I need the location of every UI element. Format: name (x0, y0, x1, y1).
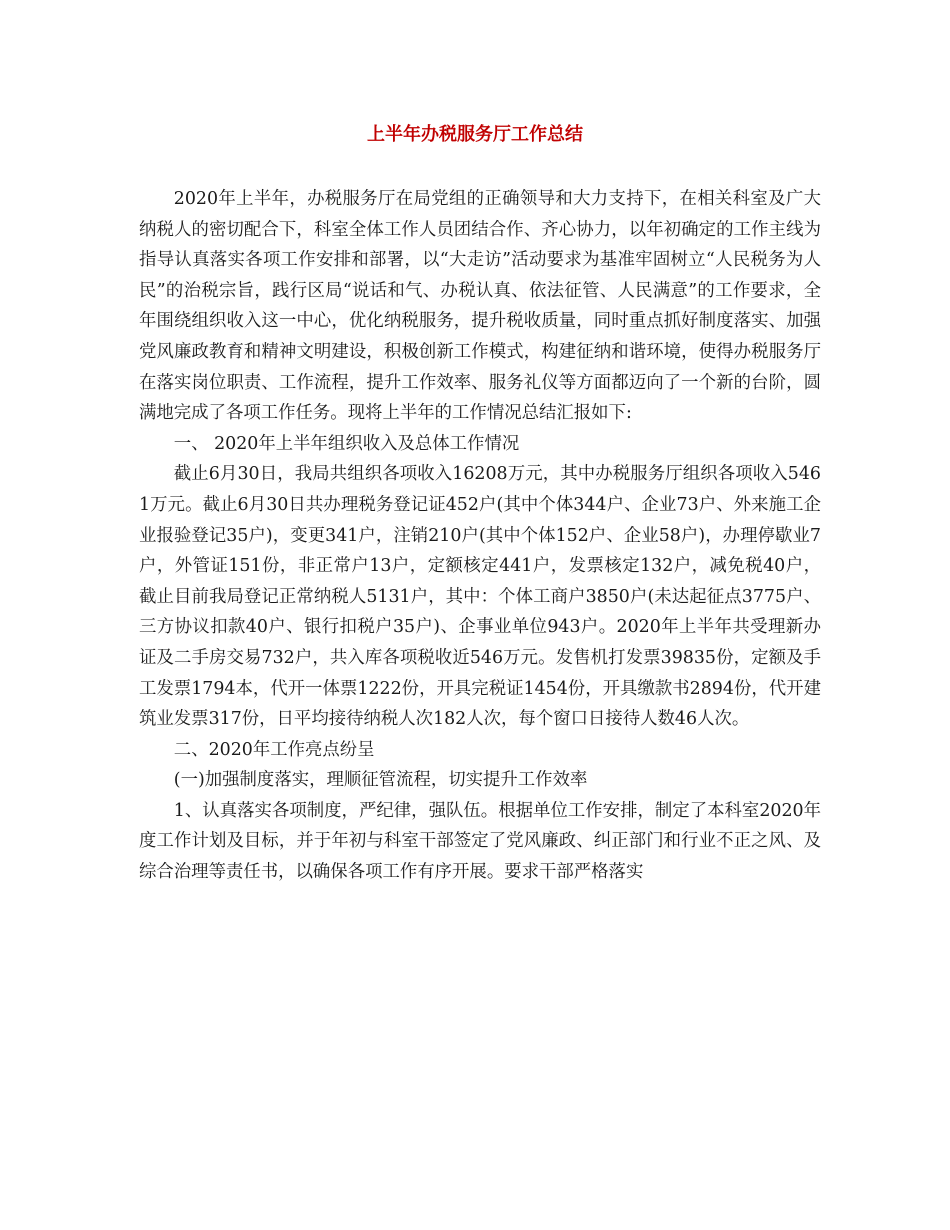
document-title: 上半年办税服务厅工作总结 (367, 124, 583, 145)
document-body (139, 184, 821, 888)
subsection-heading-1: (一)加强制度落实，理顺征管流程，切实提升工作效率 (173, 770, 588, 791)
section-heading-2: 二、2020年工作亮点纷呈 (173, 739, 375, 760)
section-heading-1: 一、 2020年上半年组织收入及总体工作情况 (173, 433, 520, 454)
paragraph-item-1: 1、认真落实各项制度，严纪律，强队伍。根据单位工作安排，制定了本科室2020年度工作计划及目标，并于年初与科室干部签定了党风廉政、纠正部门和行业不正之风、及综合治理等责任书，以确保各项工作有序开展。要求干部严格落实 (139, 800, 821, 883)
paragraph-intro: 2020年上半年，办税服务厅在局党组的正确领导和大力支持下，在相关科室及广大纳税人的密切配合下，科室全体工作人员团结合作、齐心协力，以年初确定的工作主线为指导认真落实各项工作安排和部署，以“大走访”活动要求为基准牢固树立“人民税务为人民”的治税宗旨，践行区局“说话和气、办税认真、依法征管、人民满意”的工作要求，全年围绕组织收入这一中心，优化纳税服务，提升税收质量，同时重点抓好制度落实、加强党风廉政教育和精神文明建设，积极创新工作模式，构建征纳和谐环境，使得办税服务厅在落实岗位职责、工作流程，提升工作效率、服务礼仪等方面都迈向了一个新的台阶，圆满地完成了各项工作任务。现将上半年的工作情况总结汇报如下: (139, 189, 821, 424)
paragraph-revenue-stats: 截止6月30日，我局共组织各项收入16208万元，其中办税服务厅组织各项收入5461万元。截止6月30日共办理税务登记证452户(其中个体344户、企业73户、外来施工企业报验登记35户)，变更341户，注销210户(其中个体152户、企业58户)，办理停歇业7户，外管证151份，非正常户13户，定额核定441户，发票核定132户，减免税40户，截止目前我局登记正常纳税人5131户，其中：个体工商户3850户(未达起征点3775户、三方协议扣款40户、银行扣税户35户)、企事业单位943户。2020年上半年共受理新办证及二手房交易732户，共入库各项税收近546万元。发售机打发票39835份，定额及手工发票1794本，代开一体票1222份，开具完税证1454份，开具缴款书2894份，代开建筑业发票317份，日平均接待纳税人次182人次，每个窗口日接待人数46人次。 (139, 464, 821, 730)
